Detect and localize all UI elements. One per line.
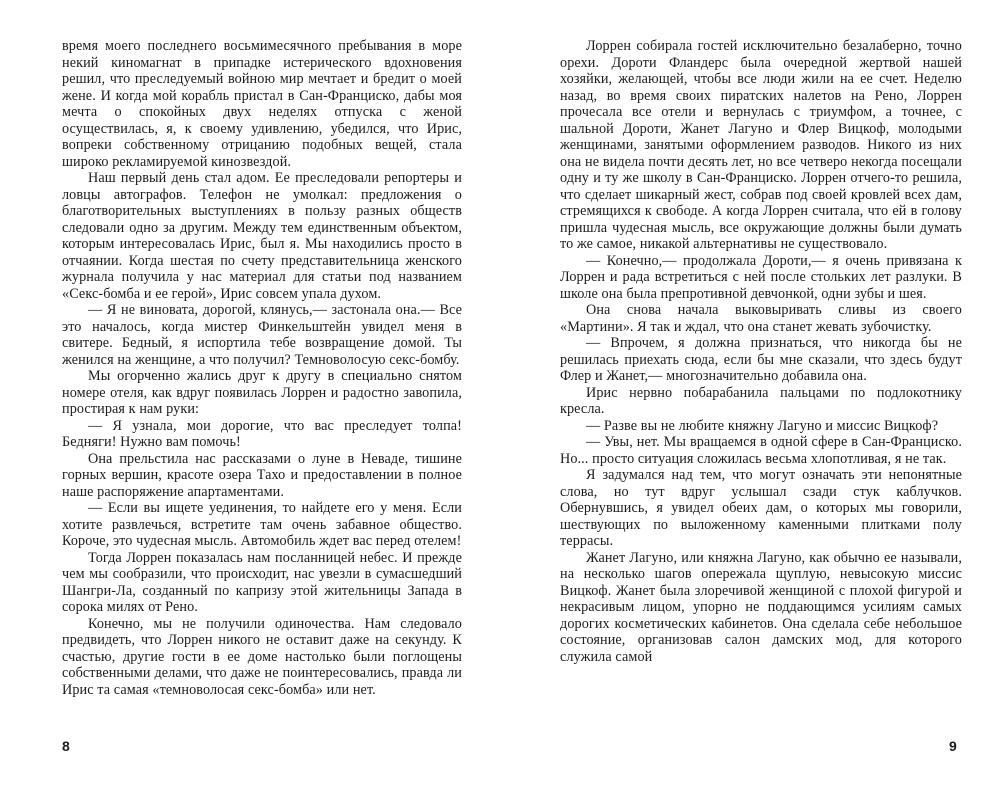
paragraph: Наш первый день стал адом. Ее преследовали репортеры и ловцы автографов. Телефон не умолкал: предложения о благотворительных выступлениях в пользу разных обществ следовали одно за другим. Между тем единственным объектом, которым интересовалась Ирис, был я. Мы находились просто в отчаянии. Когда шестая по счету представительница женского журнала получила у нас материал для статьи под названием «Секс-бомба и ее герой», Ирис совсем упала духом.	[62, 170, 462, 302]
paragraph: Я задумался над тем, что могут означать эти непонятные слова, но тут вдруг услышал сзади стук каблучков. Обернувшись, я увидел обеих дам, о которых мы говорили, шествующих по выложенному каменными плитками полу террасы.	[560, 467, 962, 549]
paragraph: Она прельстила нас рассказами о луне в Неваде, тишине горных вершин, красоте озера Тахо и предоставлении в полное наше распоряжение апартаментами.	[62, 450, 462, 500]
paragraph: Тогда Лоррен показалась нам посланницей небес. И прежде чем мы сообразили, что происходит, нас увезли в сумасшедший Шангри-Ла, созданный по капризу этой жительницы Запада в сорока милях от Рено.	[62, 549, 462, 615]
paragraph: — Увы, нет. Мы вращаемся в одной сфере в Сан-Франциско. Но... просто ситуация сложилась весьма хлопотливая, я не так.	[560, 434, 962, 467]
paragraph: — Я не виновата, дорогой, клянусь,— застонала она.— Все это началось, когда мистер Финкельштейн увидел меня в свитере. Бедный, я испортила тебе возвращение домой. Ты женился на женщине, а что получил? Темноволосую секс-бомбу.	[62, 302, 462, 368]
paragraph: — Я узнала, мои дорогие, что вас преследует толпа! Бедняги! Нужно вам помочь!	[62, 417, 462, 450]
paragraph: Она снова начала выковыривать сливы из своего «Мартини». Я так и ждал, что она станет жевать зубочистку.	[560, 302, 962, 335]
paragraph: — Впрочем, я должна признаться, что никогда бы не решилась приехать сюда, если бы мне сказали, что здесь будут Флер и Жанет,— многозначительно добавила она.	[560, 335, 962, 384]
page-number-left: 8	[62, 738, 70, 754]
paragraph: Мы огорченно жались друг к другу в специально снятом номере отеля, как вдруг появилась Лоррен и радостно завопила, простирая к нам руки:	[62, 368, 462, 417]
paragraph: Ирис нервно побарабанила пальцами по подлокотнику кресла.	[560, 384, 962, 417]
paragraph: Лоррен собирала гостей исключительно безалаберно, точно орехи. Дороти Фландерс была очередной жертвой нашей хозяйки, желающей, чтобы все люди жили на ее счет. Неделю назад, во время своих пиратских налетов на Рено, Лоррен прочесала все отели и вернулась с триумфом, а точнее, с шальной Дороти, Жанет Лагуно и Флер Вицкоф, молодыми женщинами, занятыми оформлением разводов. Никого из них она не видела почти десять лет, но все четверо некогда посещали одну и ту же школу в Сан-Франциско. Лоррен отчего-то решила, что сделает шикарный жест, собрав под своей кровлей всех дам, стремящихся к свободе. А когда Лоррен считала, что ей в голову пришла чудесная мысль, все окружающие должны были думать то же самое, никакой альтернативы не существовало.	[560, 38, 962, 252]
paragraph: Жанет Лагуно, или княжна Лагуно, как обычно ее называли, на несколько шагов опережала щуплую, невысокую миссис Вицкоф. Жанет была злоречивой женщиной с плохой фигурой и некрасивым лицом, упорно не поддающимся усилиям самых дорогих косметических кабинетов. Она сделала себе небольшое состояние, организовав салон дамских мод, для которого служила самой	[560, 549, 962, 665]
right-page	[560, 38, 962, 665]
paragraph: — Если вы ищете уединения, то найдете его у меня. Если хотите развлечься, встретите там очень забавное общество. Короче, это чудесная мысль. Автомобиль ждет вас перед отелем!	[62, 500, 462, 549]
paragraph: — Разве вы не любите княжну Лагуно и миссис Вицкоф?	[586, 417, 939, 434]
left-page	[62, 38, 462, 698]
page-number-right: 9	[949, 738, 957, 754]
paragraph: время моего последнего восьмимесячного пребывания в море некий киномагнат в припадке истерического вдохновения решил, что преследуемый войною мир мечтает и бредит о моей жене. И когда мой корабль пристал в Сан-Франциско, дабы моя мечта о спокойных двух неделях отпуска с женой осуществилась, я, к своему удивлению, убедился, что Ирис, вопреки собственному отрицанию подобных вещей, стала широко рекламируемой кинозвездой.	[62, 38, 462, 170]
paragraph: — Конечно,— продолжала Дороти,— я очень привязана к Лоррен и рада встретиться с ней после стольких лет разлуки. В школе она была препротивной девчонкой, одни зубы и шея.	[560, 252, 962, 302]
paragraph: Конечно, мы не получили одиночества. Нам следовало предвидеть, что Лоррен никого не оставит даже на секунду. К счастью, другие гости в ее доме настолько были поглощены собственными делами, что даже не поинтересовались, правда ли Ирис та самая «темноволосая секс-бомба» или нет.	[62, 615, 462, 698]
